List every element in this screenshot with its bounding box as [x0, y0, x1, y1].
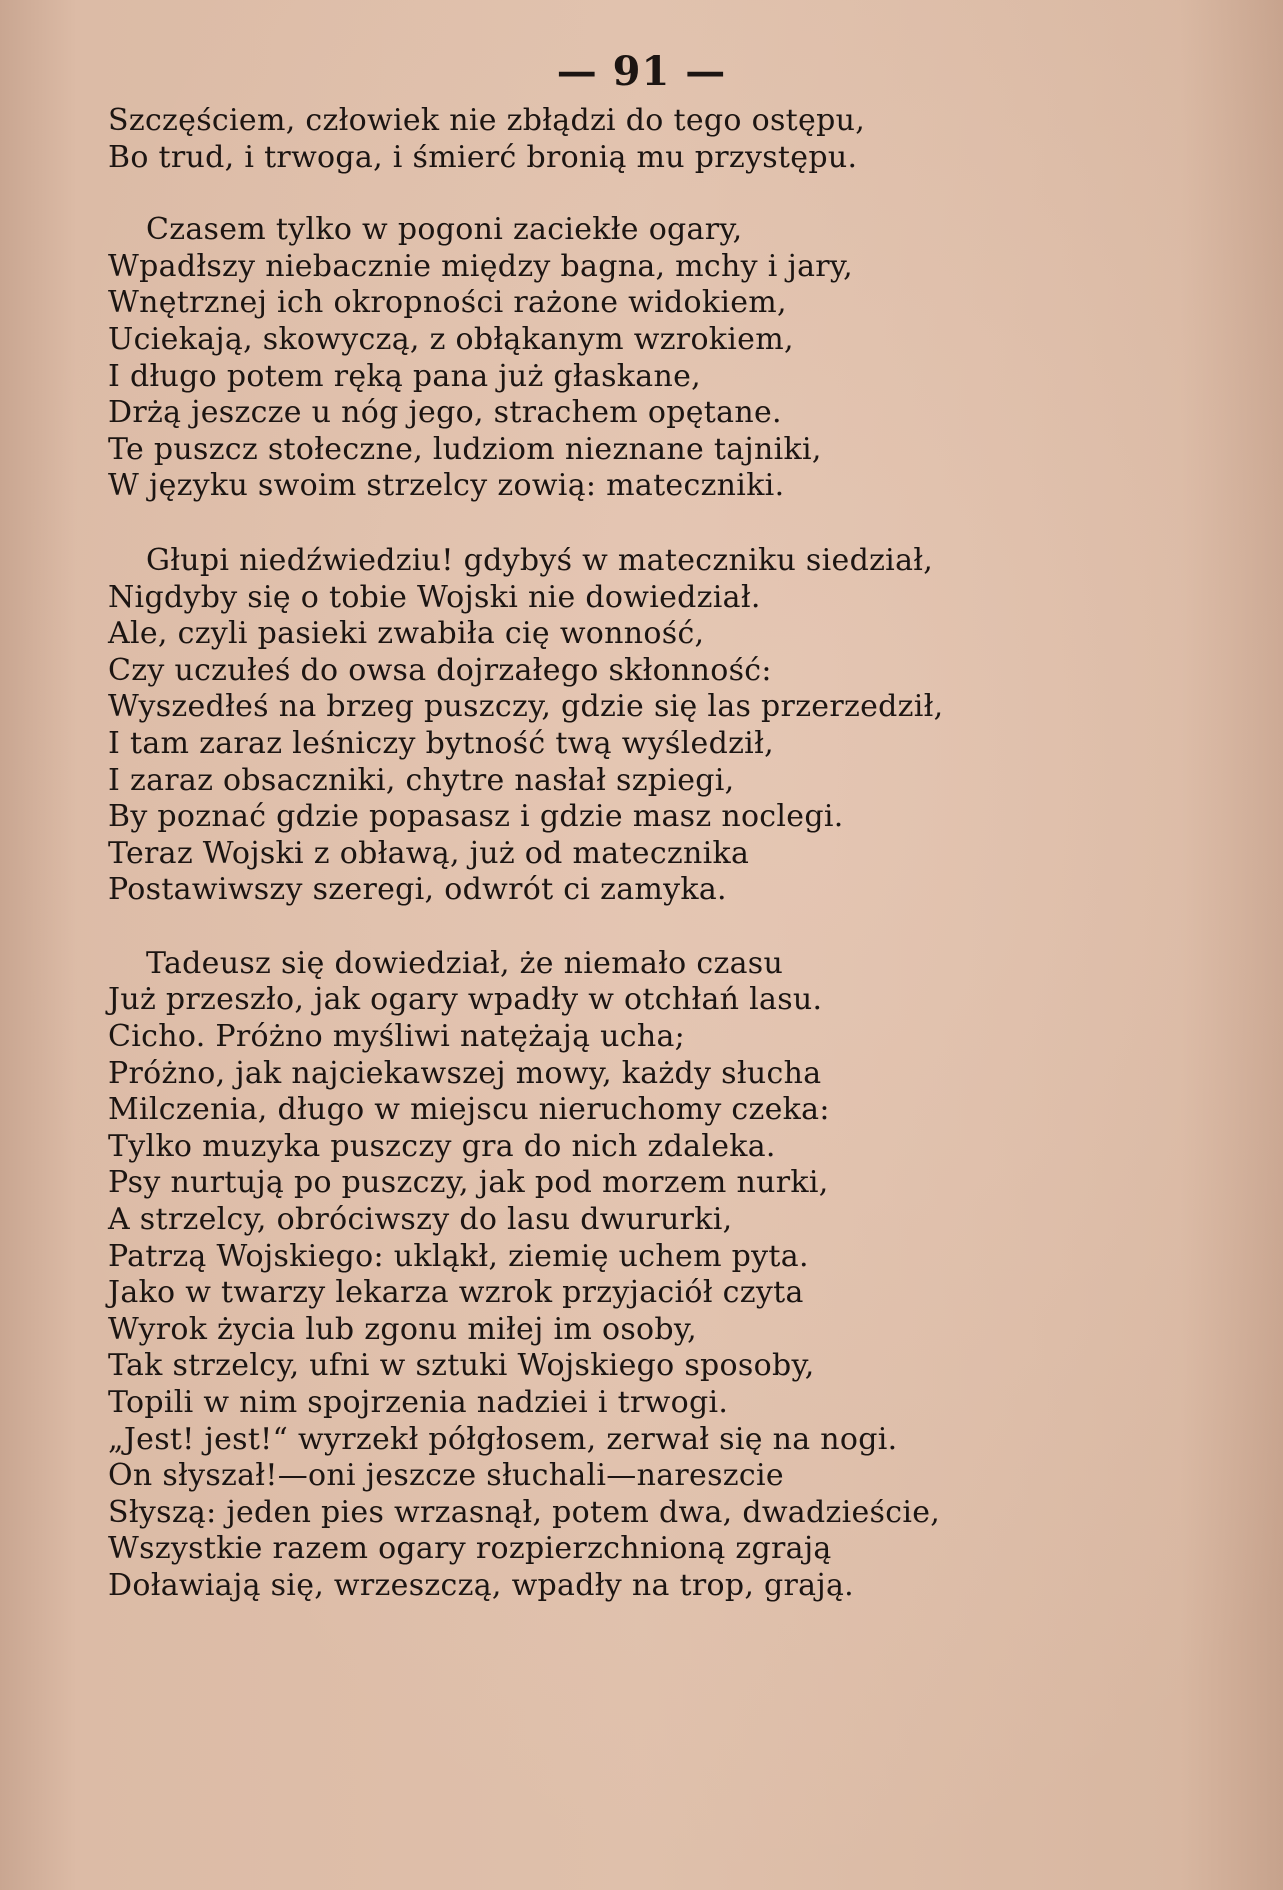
verse-line: Głupi niedźwiedziu! gdybyś w mateczniku siedział,: [146, 542, 934, 578]
page-number: — 91 —: [556, 48, 727, 95]
verse-line: Jako w twarzy lekarza wzrok przyjaciół czyta: [108, 1275, 804, 1311]
verse-line: Postawiwszy szeregi, odwrót ci zamyka.: [108, 872, 727, 908]
verse-line: On słyszał!—oni jeszcze słuchali—nareszcie: [108, 1458, 784, 1494]
verse-line: „Jest! jest!“ wyrzekł półgłosem, zerwał się na nogi.: [108, 1421, 898, 1457]
verse-line: Czasem tylko w pogoni zaciekłe ogary,: [146, 212, 743, 248]
verse-line: I tam zaraz leśniczy bytność twą wyśledził,: [108, 725, 774, 761]
poem-text: [108, 103, 1168, 1641]
verse-line: Wnętrznej ich okropności rażone widokiem,: [108, 285, 787, 321]
stanza-4: [108, 946, 1168, 1605]
verse-line: Teraz Wojski z obławą, już od matecznika: [108, 835, 750, 871]
verse-line: Wyszedłeś na brzeg puszczy, gdzie się las przerzedził,: [108, 689, 944, 725]
verse-line: Wyrok życia lub zgonu miłej im osoby,: [108, 1311, 697, 1347]
verse-line: Już przeszło, jak ogary wpadły w otchłań lasu.: [108, 982, 823, 1018]
verse-line: Topili w nim spojrzenia nadziei i trwogi.: [108, 1385, 729, 1420]
verse-line: Tak strzelcy, ufni w sztuki Wojskiego sposoby,: [108, 1348, 815, 1384]
verse-line: I zaraz obsaczniki, chytre nasłał szpiegi,: [108, 762, 735, 798]
stanza-2: [108, 212, 1168, 505]
verse-line: Tadeusz się dowiedział, że niemało czasu: [146, 945, 784, 981]
verse-line: Psy nurtują po puszczy, jak pod morzem nurki,: [108, 1165, 829, 1201]
verse-line: Tylko muzyka puszczy gra do nich zdaleka.: [108, 1128, 776, 1164]
verse-line: Bo trud, i trwoga, i śmierć bronią mu przystępu.: [108, 139, 858, 175]
verse-line: I długo potem ręką pana już głaskane,: [108, 358, 701, 394]
verse-line: Szczęściem, człowiek nie zbłądzi do tego ostępu,: [108, 103, 866, 138]
verse-line: Milczenia, długo w miejscu nieruchomy czeka:: [108, 1092, 830, 1128]
verse-line: Ale, czyli pasieki zwabiła cię wonność,: [108, 616, 705, 652]
verse-line: Wszystkie razem ogary rozpierzchnioną zgrają: [108, 1531, 832, 1567]
verse-line: Patrzą Wojskiego: ukląkł, ziemię uchem pyta.: [108, 1238, 809, 1274]
verse-line: Drżą jeszcze u nóg jego, strachem opętane.: [108, 395, 782, 431]
verse-line: Wpadłszy niebacznie między bagna, mchy i jary,: [108, 248, 853, 284]
verse-line: A strzelcy, obróciwszy do lasu dwururki,: [108, 1202, 733, 1238]
verse-line: Słyszą: jeden pies wrzasnął, potem dwa, dwadzieście,: [108, 1494, 941, 1530]
verse-line: Nigdyby się o tobie Wojski nie dowiedział.: [108, 579, 761, 615]
verse-line: Doławiają się, wrzeszczą, wpadły na trop, grają.: [108, 1567, 854, 1603]
verse-line: W języku swoim strzelcy zowią: mateczniki.: [108, 468, 785, 504]
verse-line: By poznać gdzie popasasz i gdzie masz noclegi.: [108, 799, 844, 835]
stanza-3: [108, 543, 1168, 909]
verse-line: Próżno, jak najciekawszej mowy, każdy słucha: [108, 1055, 822, 1091]
verse-line: Czy uczułeś do owsa dojrzałego skłonność:: [108, 652, 772, 688]
verse-line: Cicho. Próżno myśliwi natężają ucha;: [108, 1019, 686, 1055]
stanza-1: [108, 103, 1168, 176]
verse-line: Uciekają, skowyczą, z obłąkanym wzrokiem,: [108, 321, 794, 357]
verse-line: Te puszcz stołeczne, ludziom nieznane tajniki,: [108, 431, 822, 467]
